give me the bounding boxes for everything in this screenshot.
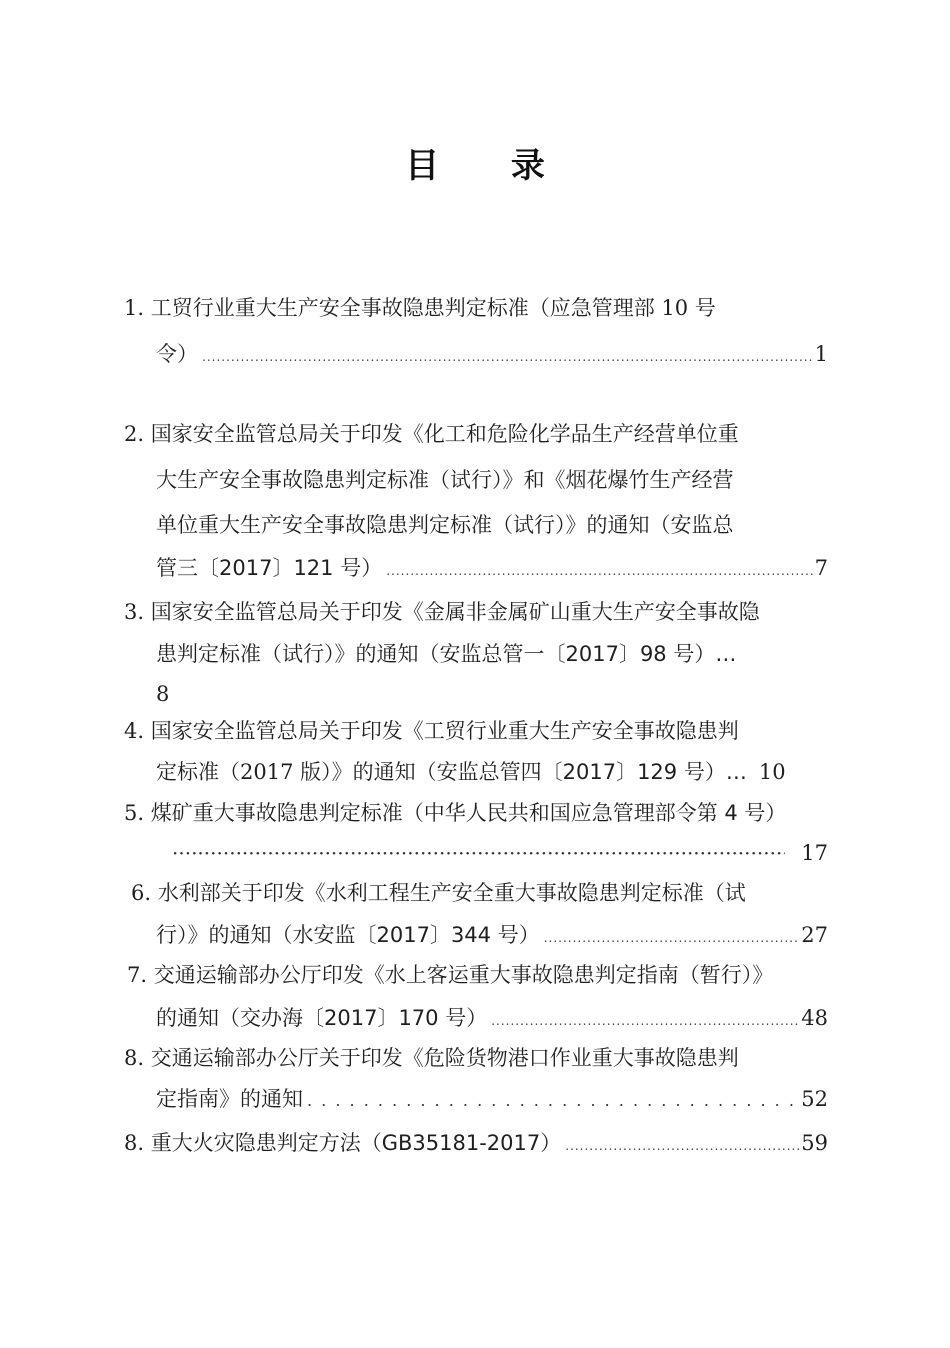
toc-entry-2-line-2[interactable]: 大生产安全事故隐患判定标准（试行）》和《烟花爆竹生产经营 [156, 468, 734, 492]
page-number: 52 [801, 1087, 828, 1111]
page-number: 1 [814, 342, 828, 366]
document-number: （中华人民共和国应急管理部令第 4 号） [402, 801, 787, 825]
page-number: 8 [156, 682, 170, 706]
document-number: （交办海〔2017〕170 号） [219, 1006, 488, 1030]
leader-dots [544, 921, 800, 955]
toc-entry-2-line-4[interactable] [156, 551, 828, 585]
toc-entry-3-line-2[interactable]: 患判定标准（试行）》的通知 （安监总管一〔2017〕98 号）… [156, 637, 736, 671]
document-number: （安监总 [649, 513, 734, 537]
page-number: 17 [801, 841, 828, 865]
leader-dots [386, 554, 812, 588]
toc-entry-5-line-1[interactable]: 5. 煤矿重大事故隐患判定标准 （中华人民共和国应急管理部令第 4 号） [124, 796, 786, 830]
toc-entry-1-line-1[interactable]: 1. 工贸行业重大生产安全事故隐患判定标准（应急管理部 10 号 [124, 296, 716, 320]
toc-entry-1-line-2[interactable]: 令） ..... 1 [156, 337, 828, 371]
toc-entry-5-line-2[interactable] [172, 836, 828, 870]
page-number: 7 [814, 556, 828, 580]
toc-entry-8-line-2[interactable]: 定指南》的通知 . . . 52 [156, 1082, 828, 1116]
toc-entry-7-line-2[interactable]: 的通知 （交办海〔2017〕170 号） ..... 48 [156, 1001, 828, 1035]
toc-entry-3-line-1[interactable]: 3. 国家安全监管总局关于印发《金属非金属矿山重大生产安全事故隐 [124, 600, 760, 624]
document-number: 管三〔2017〕121 号） [156, 556, 383, 580]
leader-dots [202, 340, 813, 374]
toc-entry-4-line-1[interactable]: 4. 国家安全监管总局关于印发《工贸行业重大生产安全事故隐患判 [124, 719, 739, 743]
toc-entry-4-line-2[interactable]: 定标准（2017 版）》的通知 （安监总管四〔2017〕129 号）… 10 [156, 755, 786, 789]
leader-dots [172, 836, 785, 873]
document-number: （GB35181-2017） [360, 1131, 562, 1155]
toc-entry-2-line-1[interactable]: 2. 国家安全监管总局关于印发《化工和危险化学品生产经营单位重 [124, 422, 739, 446]
document-number: （水安监〔2017〕344 号） [271, 923, 540, 947]
document-number: （安监总管一〔2017〕98 号）… [418, 642, 737, 666]
toc-entry-8-line-1[interactable]: 8. 交通运输部办公厅关于印发《危险货物港口作业重大事故隐患判 [124, 1046, 739, 1070]
leader-dots [307, 1084, 799, 1119]
toc-entry-9-line-1[interactable]: 8. 重大火灾隐患判定方法 （GB35181-2017） ..... 59 [124, 1126, 828, 1160]
page-number: 10 [758, 760, 786, 784]
toc-entry-2-line-3[interactable]: 单位重大生产安全事故隐患判定标准（试行）》的通知 （安监总 [156, 508, 734, 542]
leader-dots [491, 1004, 799, 1038]
leader-dots [565, 1129, 799, 1163]
toc-entry-7-line-1[interactable]: 7. 交通运输部办公厅印发《水上客运重大事故隐患判定指南（暂行）》 [127, 963, 774, 987]
page-title: 目 录 [405, 146, 575, 186]
page-number: 27 [801, 923, 828, 947]
toc-entry-3-line-3[interactable] [156, 677, 169, 711]
page-number: 59 [801, 1131, 828, 1155]
toc-entry-6-line-2[interactable]: 行）》的通知 （水安监〔2017〕344 号） ..... 27 [156, 918, 828, 952]
document-number: （安监总管四〔2017〕129 号）… [415, 760, 747, 784]
page-number: 48 [801, 1006, 828, 1030]
toc-entry-6-line-1[interactable]: 6. 水利部关于印发《水利工程生产安全重大事故隐患判定标准（试 [131, 881, 746, 905]
